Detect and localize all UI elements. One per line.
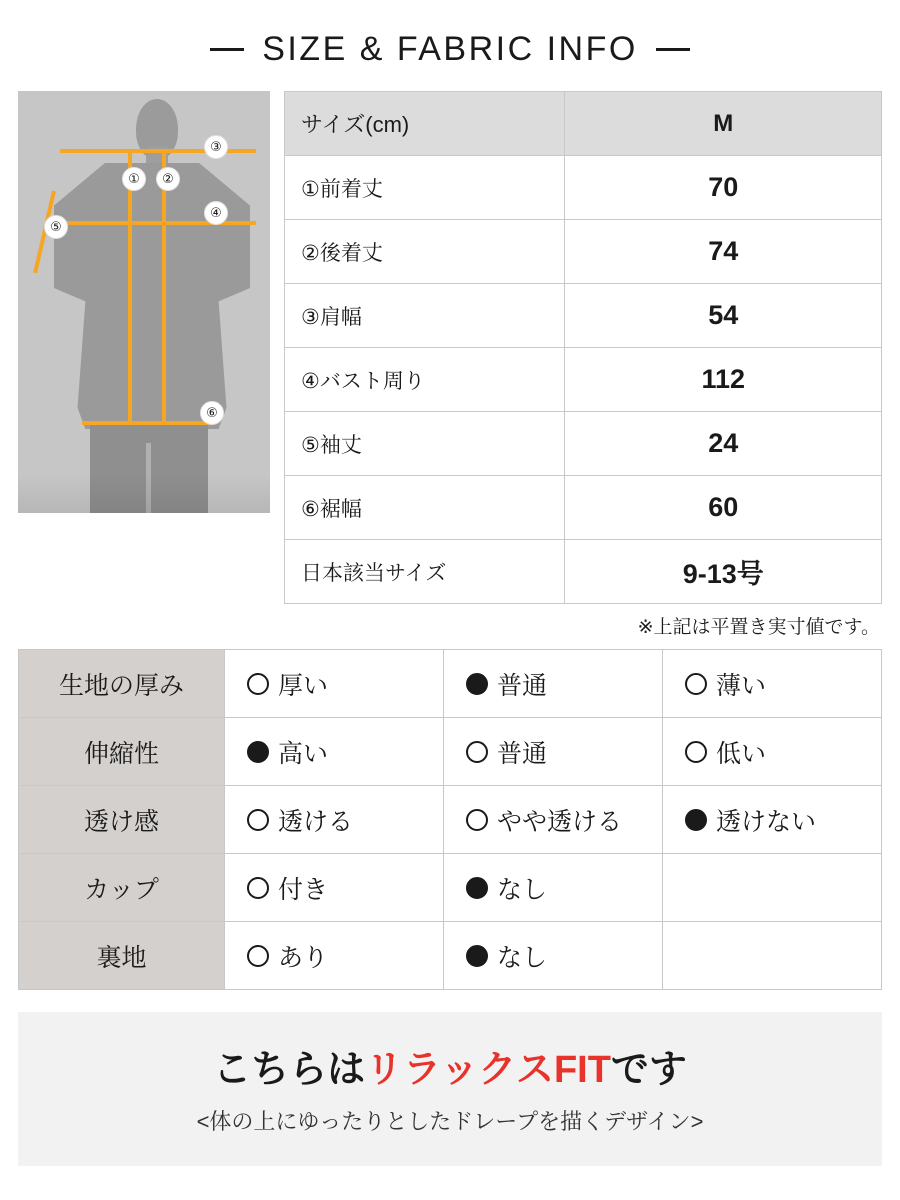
- fabric-row-head: カップ: [19, 854, 225, 922]
- table-row: [19, 650, 882, 718]
- fit-banner: [18, 1012, 882, 1166]
- fabric-option-label: 普通: [497, 671, 548, 700]
- radio-selected-icon: [685, 809, 707, 831]
- radio-unselected-icon: [466, 741, 488, 763]
- radio-unselected-icon: [685, 741, 707, 763]
- table-row: [285, 220, 882, 284]
- fabric-row-head: 生地の厚み: [19, 650, 225, 718]
- measure-badge-4: ④: [204, 201, 228, 225]
- size-row-value: 54: [565, 284, 882, 348]
- photo-shadow: [18, 473, 270, 513]
- size-row-value: 74: [565, 220, 882, 284]
- size-table-header-measure: サイズ(cm): [285, 92, 565, 156]
- fabric-option-label: なし: [497, 943, 548, 972]
- radio-unselected-icon: [247, 945, 269, 967]
- table-row: [285, 284, 882, 348]
- size-row-label: ③肩幅: [285, 284, 565, 348]
- fabric-option-label: 透ける: [278, 807, 354, 836]
- title-rule-right: [656, 48, 690, 51]
- radio-unselected-icon: [466, 809, 488, 831]
- size-row-label: ①前着丈: [285, 156, 565, 220]
- fit-banner-main: [28, 1038, 872, 1093]
- size-table-header-size-m: M: [565, 92, 882, 156]
- size-row-value: 60: [565, 476, 882, 540]
- fabric-option-label: やや透ける: [497, 807, 623, 836]
- fit-banner-suffix: です: [610, 1049, 687, 1091]
- fabric-section: [0, 639, 900, 990]
- table-row: [285, 348, 882, 412]
- fabric-option[interactable]: [444, 854, 663, 922]
- fit-banner-prefix: こちらは: [213, 1049, 366, 1091]
- fabric-option-label: 厚い: [278, 671, 329, 700]
- radio-unselected-icon: [247, 673, 269, 695]
- fabric-option-label: あり: [278, 943, 329, 972]
- table-row: [19, 922, 882, 990]
- fabric-option-label: 付き: [278, 875, 329, 904]
- table-row: [285, 540, 882, 604]
- table-row: [19, 854, 882, 922]
- fabric-option[interactable]: [225, 922, 444, 990]
- measure-badge-3: ③: [204, 135, 228, 159]
- measure-badge-1: ①: [122, 167, 146, 191]
- radio-selected-icon: [247, 741, 269, 763]
- fabric-table: [18, 649, 882, 990]
- measure-badge-6: ⑥: [200, 401, 224, 425]
- size-row-label: ②後着丈: [285, 220, 565, 284]
- radio-unselected-icon: [685, 673, 707, 695]
- top-section: [0, 91, 900, 604]
- fabric-option-empty: [663, 854, 882, 922]
- fabric-option[interactable]: [225, 854, 444, 922]
- fabric-option[interactable]: [225, 786, 444, 854]
- radio-selected-icon: [466, 673, 488, 695]
- fit-banner-accent: リラックスFIT: [365, 1049, 611, 1091]
- table-row: [285, 156, 882, 220]
- fit-banner-sub: <体の上にゆったりとしたドレープを描くデザイン>: [196, 1109, 704, 1134]
- size-table-header-row: [285, 92, 882, 156]
- size-row-value: 9-13号: [565, 540, 882, 604]
- table-row: [285, 476, 882, 540]
- radio-unselected-icon: [247, 809, 269, 831]
- radio-unselected-icon: [247, 877, 269, 899]
- radio-selected-icon: [466, 945, 488, 967]
- fabric-option[interactable]: [663, 786, 882, 854]
- page-title-row: [0, 0, 900, 91]
- fabric-row-head: 裏地: [19, 922, 225, 990]
- page-title: SIZE & FABRIC INFO: [262, 30, 638, 68]
- fabric-option[interactable]: [444, 922, 663, 990]
- size-row-label: ⑤袖丈: [285, 412, 565, 476]
- fabric-option-label: 薄い: [716, 671, 767, 700]
- table-row: [285, 412, 882, 476]
- fabric-option-label: 普通: [497, 739, 548, 768]
- radio-selected-icon: [466, 877, 488, 899]
- size-row-value: 112: [565, 348, 882, 412]
- fabric-option[interactable]: [663, 718, 882, 786]
- measure-line-bust: [60, 221, 256, 225]
- size-row-label: ⑥裾幅: [285, 476, 565, 540]
- measure-line-hem: [82, 421, 214, 425]
- fabric-option[interactable]: [225, 718, 444, 786]
- fabric-option[interactable]: [663, 650, 882, 718]
- measure-badge-5: ⑤: [44, 215, 68, 239]
- fabric-option-empty: [663, 922, 882, 990]
- product-measurement-photo: [18, 91, 270, 513]
- fabric-option[interactable]: [444, 786, 663, 854]
- fabric-row-head: 透け感: [19, 786, 225, 854]
- size-table: [284, 91, 882, 604]
- fabric-option[interactable]: [444, 718, 663, 786]
- fabric-row-head: 伸縮性: [19, 718, 225, 786]
- fabric-option-label: 低い: [716, 739, 767, 768]
- measure-badge-2: ②: [156, 167, 180, 191]
- fabric-option[interactable]: [444, 650, 663, 718]
- size-row-label: 日本該当サイズ: [285, 540, 565, 604]
- fabric-option[interactable]: [225, 650, 444, 718]
- size-row-label: ④バスト周り: [285, 348, 565, 412]
- fabric-option-label: 透けない: [716, 807, 817, 836]
- table-row: [19, 718, 882, 786]
- fabric-option-label: 高い: [278, 739, 329, 768]
- size-row-value: 24: [565, 412, 882, 476]
- size-row-value: 70: [565, 156, 882, 220]
- title-rule-left: [210, 48, 244, 51]
- table-row: [19, 786, 882, 854]
- fabric-option-label: なし: [497, 875, 548, 904]
- size-table-note: ※上記は平置き実寸値です。: [637, 617, 880, 638]
